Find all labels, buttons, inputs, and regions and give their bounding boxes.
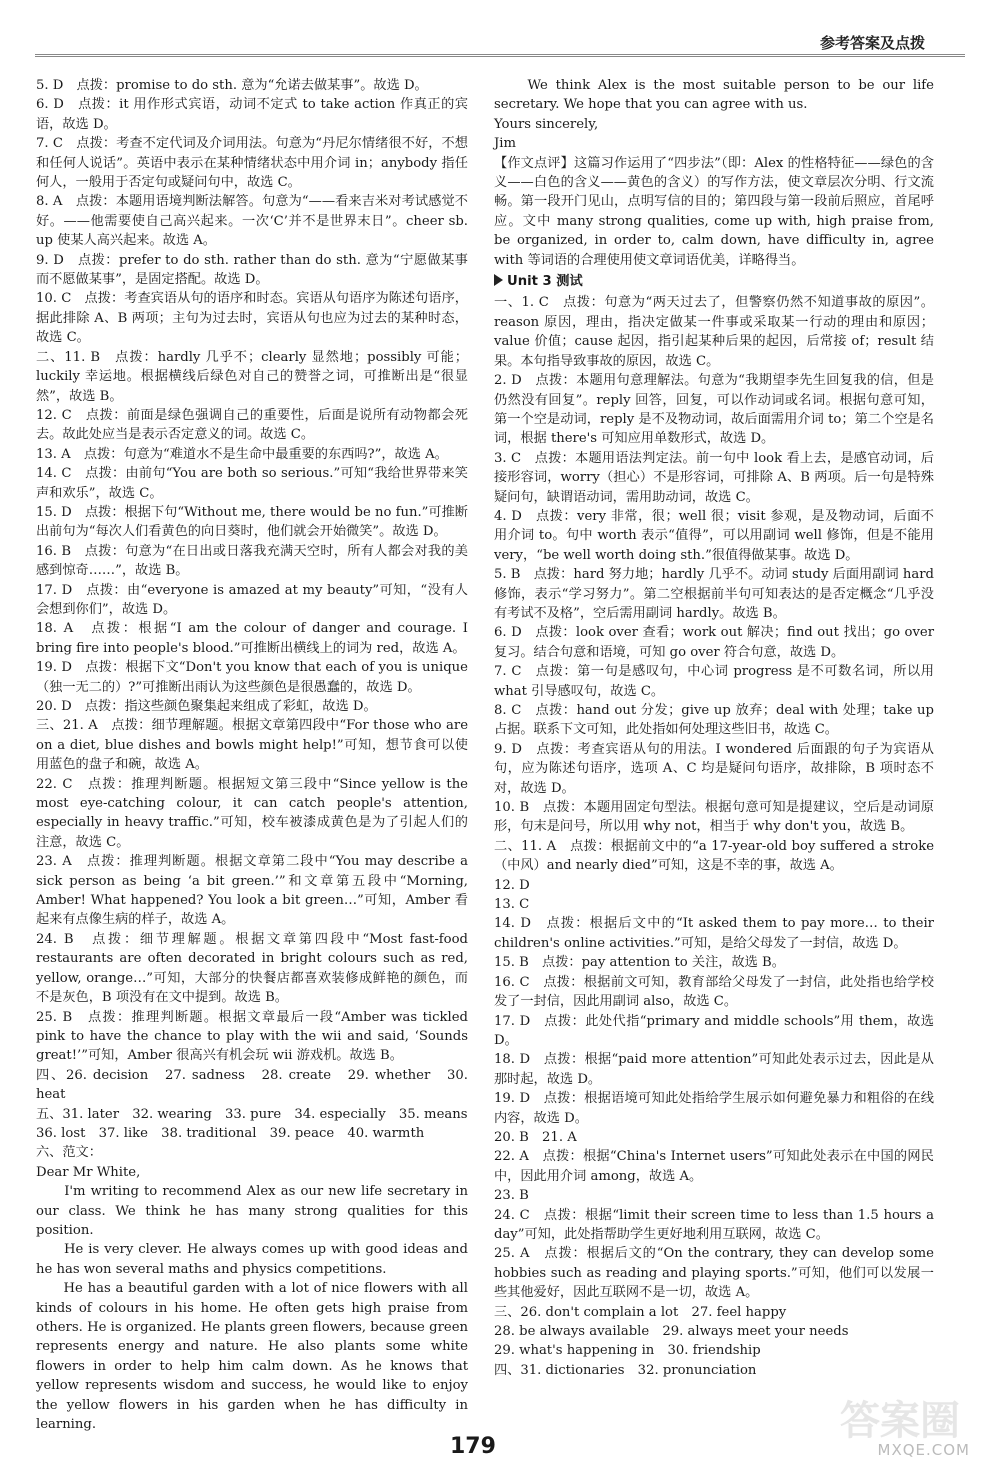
essay-signature: Jim [494, 136, 517, 152]
answer-item: 15. B 点拨：pay attention to 关注，故选 B。 [494, 955, 785, 971]
answer-item: 五、31. later 32. wearing 33. pure 34. especially 35. means [36, 1106, 468, 1122]
answer-item: 9. D 点拨：考查宾语从句的用法。I wondered 后面跟的句子为宾语从句，应为陈述句语序，选项 A、C 均是疑问句语序，故排除，B 项时态不对，故选 D。 [494, 741, 934, 796]
answer-item: 10. C 点拨：考查宾语从句的语序和时态。宾语从句语序为陈述句语序，据此排除 A、B 两项；主句为过去时，宾语从句也应为过去的某种时态，故选 C。 [36, 291, 468, 346]
answer-item: 5. D 点拨：promise to do sth. 意为“允诺去做某事”。故选 D。 [36, 78, 428, 93]
answer-item: 16. C 点拨：根据前文可知，教育部给父母发了一封信，此处指也给学校发了一封信，因此用副词 also，故选 C。 [494, 974, 934, 1010]
answer-item: 12. C 点拨：前面是绿色强调自己的重要性，后面是说所有动物都会死去。故此处应当是表示否定意义的词。故选 C。 [36, 407, 468, 443]
answer-item: 22. C 点拨：推理判断题。根据短文第三段中“Since yellow is the most eye-catching colour, it can catch people's attention, especially in heavy traffic.”可知，校车被漆成黄色是为了引起人们的注意，故选 C。 [36, 776, 468, 850]
watermark-site: MXQE.COM [877, 1441, 970, 1459]
answer-item: 25. B 点拨：推理判断题。根据文章最后一段“Amber was tickled pink to have the chance to play with the wii and said, ‘Sounds great!’”可知，Amber 很高兴有机会玩 wii 游戏机。故选 B。 [36, 1009, 468, 1064]
answer-item: 六、范文： [36, 1145, 102, 1161]
header-title: 参考答案及点拨 [819, 34, 925, 52]
answer-item: 一、1. C 点拨：句意为“两天过去了，但警察仍然不知道事故的原因”。reason 原因，理由，指决定做某一件事或采取某一行动的理由和原因；value 价值；cause 起因，指引起某种后果的起因，后常接 of；result 结果。本句指导致事故的原因，故选 C。 [494, 295, 934, 369]
answer-item: 18. D 点拨：根据“paid more attention”可知此处表示过去，因此是从那时起，故选 D。 [494, 1052, 934, 1087]
page-number: 179 [450, 1434, 496, 1459]
answer-item: 四、31. dictionaries 32. pronunciation [494, 1362, 757, 1378]
answer-item: 二、11. A 点拨：根据前文中的“a 17-year-old boy suffered a stroke（中风）and nearly died”可知，这是不幸的事，故选 A。 [494, 838, 934, 874]
essay-closing: Yours sincerely, [494, 116, 599, 132]
answer-item: 三、26. don't complain a lot 27. feel happy [494, 1304, 787, 1320]
answer-item: 10. B 点拨：本题用固定句型法。根据句意可知是提建议，空后是动词原形，句末是问号，所以用 why not，相当于 why don't you，故选 B。 [494, 800, 934, 835]
right-column [494, 76, 934, 1380]
answer-item: 4. D 点拨：very 非常，很；well 很；visit 参观，是及物动词，后面不用介词 to。句中 worth 表示“值得”，可以用副词 well 修饰，但是不能用 very，“be well worth doing sth.”很值得做某事。故选 D。 [494, 508, 934, 563]
answer-item: 5. B 点拨：hard 努力地；hardly 几乎不。动词 study 后面用副词 hard 修饰，表示“学习努力”。第二空根据前半句可知表达的是否定概念“几乎没有考试不及格”，空后需用副词 hardly。故选 B。 [494, 567, 934, 621]
answer-item: I'm writing to recommend Alex as our new life secretary in our class. We think he has many strong qualities for this position. [36, 1184, 468, 1238]
answer-item: 19. D 点拨：根据语境可知此处指给学生展示如何避免暴力和粗俗的在线内容，故选 D。 [494, 1091, 934, 1126]
answer-item: 17. D 点拨：此处代指“primary and middle schools”用 them，故选 D。 [494, 1013, 934, 1048]
answer-item: 16. B 点拨：句意为“在日出或日落我充满天空时，所有人都会对我的美感到惊奇……”，故选 B。 [36, 543, 468, 579]
answer-item: 3. C 点拨：本题用语法判定法。前一句中 look 看上去，是感官动词，后接形容词，worry（担心）不是形容词，可排除 A、B 两项。后一句是特殊疑问句，缺谓语动词，需用助动词，故选 C。 [494, 450, 934, 505]
answer-item: 6. D 点拨：it 用作形式宾语，动词不定式 to take action 作真正的宾语，故选 D。 [36, 97, 468, 132]
answer-item: 19. D 点拨：根据下文“Don't you know that each of you is unique（独一无二的）?”可推断出雨认为这些颜色是很愚蠢的，故选 D。 [36, 660, 468, 695]
answer-item: 12. D [494, 877, 530, 893]
unit-heading [494, 272, 934, 291]
answer-item: 7. C 点拨：第一句是感叹句，中心词 progress 是不可数名词，所以用 what 引导感叹句，故选 C。 [494, 664, 934, 699]
answer-item: He is very clever. He always comes up with good ideas and he has won several maths and physics competitions. [36, 1242, 468, 1277]
answer-item: 三、21. A 点拨：细节理解题。根据文章第四段中“For those who are on a diet, blue dishes and bowls might help!”可知，想节食可以使用蓝色的盘子和碗，故选 A。 [36, 718, 468, 773]
unit-heading-text: Unit 3 测试 [507, 274, 583, 290]
answer-item: 28. be always available 29. always meet your needs [494, 1324, 849, 1339]
answer-item: 29. what's happening in 30. friendship [494, 1343, 761, 1359]
triangle-icon [494, 274, 503, 286]
answer-item: 二、11. B 点拨：hardly 几乎不；clearly 显然地；possibly 可能；luckily 幸运地。根据横线后绿色对自己的赞誉之词，可推断出是“很显然”，故选 B。 [36, 349, 468, 404]
essay-greeting: He has a beautiful garden with a lot of nice flowers with all kinds of colours in his home. He often gets high praise from others. He is organized. He plants green flowers, because green represents energy and nature. He also plants some white flowers in order to help him calm down. As he knows that yellow represents wisdom and success, he would like to enjoy the yellow flowers in his garden when he has difficulty in learning. [36, 1281, 468, 1433]
answer-item: 14. D 点拨：根据后文中的“It asked them to pay more… to their children's online activities.”可知，是给父母发了一封信，故选 D。 [494, 916, 934, 951]
answer-item: 17. D 点拨：由“everyone is amazed at my beauty”可知，“没有人会想到你们”，故选 D。 [36, 582, 468, 617]
answer-item: 36. lost 37. like 38. traditional 39. peace 40. warmth [36, 1125, 425, 1141]
answer-item: 7. C 点拨：考查不定代词及介词用法。句意为“丹尼尔情绪很不好，不想和任何人说话”。英语中表示在某种情绪状态中用介词 in；anybody 指任何人，一般用于否定句或疑问句中，故选 C。 [36, 136, 468, 191]
answer-item: 18. A 点拨：根据“I am the colour of danger and courage. I bring fire into people's blood.”可推断出横线上的词为 red，故选 A。 [36, 621, 468, 656]
answer-item: 13. A 点拨：句意为“难道水不是生命中最重要的东西吗?”，故选 A。 [36, 446, 448, 462]
left-column [36, 76, 468, 1434]
answer-item: 9. D 点拨：prefer to do sth. rather than do sth. 意为“宁愿做某事而不愿做某事”，是固定搭配。故选 D。 [36, 252, 468, 288]
answer-item: 20. B 21. A [494, 1129, 577, 1145]
answer-item: 22. A 点拨：根据“China's Internet users”可知此处表示在中国的网民中，因此用介词 among，故选 A。 [494, 1149, 934, 1184]
answer-item: 20. D 点拨：指这些颜色聚集起来组成了彩虹，故选 D。 [36, 699, 377, 714]
watermark-mark: 答案圈 [840, 1398, 960, 1444]
answer-item: 23. A 点拨：推理判断题。根据文章第二段中“You may describe a sick person as being ‘a bit green.’”和文章第五段中“Morning, Amber! What happened? You look a bit green…”可知，Amber 看起来有点像生病的样子，故选 A。 [36, 854, 468, 928]
answer-item: 四、26. decision 27. sadness 28. create 29. whether 30. heat [36, 1067, 468, 1103]
answer-item: 24. C 点拨：根据“limit their screen time to less than 1.5 hours a day”可知，此处指帮助学生更好地利用互联网，故选 C。 [494, 1207, 934, 1242]
answer-item: 23. B [494, 1188, 529, 1204]
answer-item: Dear Mr White, [36, 1164, 141, 1180]
essay-comment: 【作文点评】这篇习作运用了“四步法”（即：Alex 的性格特征——绿色的含义——白色的含义——黄色的含义）的写作方法，使文章层次分明、行文流畅。第一段开门见山，点明写信的目的；第四段与第一段前后照应，首尾呼应。文中 many strong qualities, come up with, high praise from, be organized, in order to, calm down, have difficulty in, agree with 等词语的合理使用使文章词语优美，详略得当。 [494, 155, 934, 268]
answer-item: 2. D 点拨：本题用句意理解法。句意为“我期望李先生回复我的信，但是仍然没有回复”。reply 回答，回复，可以作动词或名词。根据句意可知，第一个空是动词，reply 是不及物动词，故后面需用介词 to；第二个空是名词，根据 there's 可知应用单数形式，故选 D。 [494, 373, 934, 447]
answer-item: 15. D 点拨：根据下句“Without me, there would be no fun.”可推断出前句为“每次人们看黄色的向日葵时，他们就会开始微笑”。故选 D。 [36, 504, 468, 540]
answer-item: 24. B 点拨：细节理解题。根据文章第四段中“Most fast-food restaurants are often decorated in bright colours such as red, yellow, orange…”可知，大部分的快餐店都喜欢装修成鲜艳的颜色，而不是灰色，B 项没有在文中提到。故选 B。 [36, 931, 468, 1006]
answer-item: 25. A 点拨：根据后文的“On the contrary, they can develop some hobbies such as reading and playing sports.”可知，他们可以发展一些其他爱好，因此互联网不是一切，故选 A。 [494, 1246, 934, 1301]
answer-item: 13. C [494, 897, 530, 913]
answer-item: 8. C 点拨：hand out 分发；give up 放弃；deal with 处理；take up 占据。联系下文可知，此处指如何处理这些旧书，故选 C。 [494, 703, 934, 738]
watermark-logo [800, 1389, 970, 1459]
answer-item: 6. D 点拨：look over 查看；work out 解决；find out 找出；go over 复习。结合句意和语境，可知 go over 符合句意，故选 D。 [494, 625, 934, 660]
essay-paragraph: We think Alex is the most suitable person to be our life secretary. We hope that you can agree with us. [494, 78, 934, 113]
page-header [35, 32, 965, 57]
answer-item: 8. A 点拨：本题用语境判断法解答。句意为“——看来吉米对考试感觉不好。——他需要使自己高兴起来。一次‘C’并不是世界末日”。cheer sb. up 使某人高兴起来。故选 A。 [36, 194, 468, 249]
answer-item: 14. C 点拨：由前句“You are both so serious.”可知“我给世界带来笑声和欢乐”，故选 C。 [36, 466, 468, 501]
